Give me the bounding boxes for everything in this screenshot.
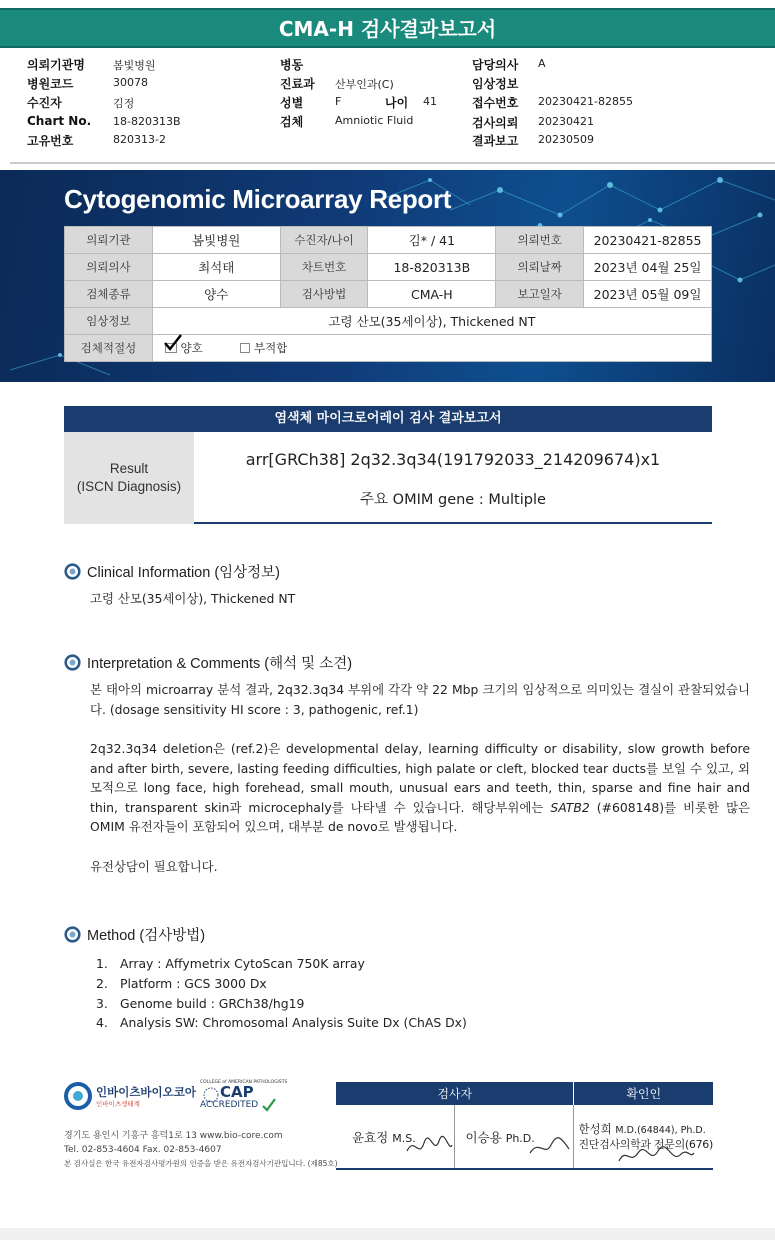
info-value: 820313-2 bbox=[113, 133, 166, 146]
section-bullet-icon bbox=[64, 654, 81, 671]
section-bullet-icon bbox=[64, 926, 81, 943]
signature-table bbox=[336, 1082, 713, 1170]
checkbox-checked[interactable] bbox=[165, 343, 177, 353]
paragraph-text: (#608148)를 비롯한 많은 OMIM 유전자들이 포함되어 있으며, 대부분 de novo로 발생됩니다. bbox=[90, 799, 751, 835]
info-label: 임상정보 bbox=[472, 77, 519, 91]
table-row bbox=[336, 1082, 713, 1105]
patient-info bbox=[0, 56, 775, 156]
info-value: 20230421-82855 bbox=[538, 95, 633, 108]
confirmer-header: 확인인 bbox=[574, 1082, 713, 1105]
fitness-ok-label: 양호 bbox=[180, 341, 203, 355]
banner-title: Cytogenomic Microarray Report bbox=[64, 184, 452, 214]
tester-1-cell: 윤효정 M.S. bbox=[336, 1105, 455, 1169]
info-value: Amniotic Fluid bbox=[335, 114, 414, 127]
table-row bbox=[65, 281, 712, 308]
table-cell: 2023년 04월 25일 bbox=[584, 254, 712, 281]
table-cell: 18-820313B bbox=[368, 254, 496, 281]
info-value: 30078 bbox=[113, 76, 148, 89]
table-header-cell: 의뢰기관 bbox=[65, 227, 153, 254]
omim-gene: 주요 OMIM gene : Multiple bbox=[360, 492, 546, 508]
interpretation-paragraph-3: 유전상담이 필요합니다. bbox=[90, 859, 218, 874]
paragraph-text: 2q32.3q34 deletion은 (ref.2)은 developmental delay, learning difficulty or disability, slow growth before and after birth, severe, lasting feeding difficulties, high palate or cleft, blocked tear ducts를 보일 수 있고, 외모적으로 long face, high forehead, small mouth, unusual ears and teeth, thin, sparse and fine hair and thin, transparent skin과 microcephaly를 나타낼 수 있습니다. 해당부위에는 bbox=[90, 741, 750, 815]
info-label: 진료과 bbox=[280, 77, 315, 91]
result-box bbox=[64, 432, 712, 524]
table-header-cell: 의뢰날짜 bbox=[496, 254, 584, 281]
table-header-cell: 차트번호 bbox=[280, 254, 368, 281]
tester-2-cell: 이승용 Ph.D. bbox=[455, 1105, 574, 1169]
section-title: Clinical Information (임상정보) bbox=[87, 565, 281, 581]
list-item: 3. Genome build : GRCh38/hg19 bbox=[96, 995, 305, 1011]
confirmer-cell: 한성희 M.D.(64844), Ph.D. 진단검사의학과 전문의(676) bbox=[574, 1105, 713, 1169]
report-title: CMA-H 검사결과보고서 bbox=[0, 8, 775, 48]
company-address: 경기도 용인시 기흥구 흥덕1로 13 www.bio-core.com Tel. 02-853-4604 Fax. 02-853-4607 본 검사실은 한국 유전자검사평가원의 인증을 받은 유전자검사기관입니다. (제85호) bbox=[64, 1131, 338, 1168]
checkmark-icon bbox=[163, 333, 183, 353]
info-label: 검사의뢰 bbox=[472, 116, 519, 130]
clinical-info-cell: 고령 산모(35세이상), Thickened NT bbox=[152, 308, 711, 335]
checkbox-unchecked[interactable] bbox=[240, 343, 250, 353]
table-cell: 양수 bbox=[152, 281, 280, 308]
table-header-cell: 수진자/나이 bbox=[280, 227, 368, 254]
iscn-diagnosis: arr[GRCh38] 2q32.3q34(191792033_214209674)x1 bbox=[245, 450, 661, 469]
tester-header: 검사자 bbox=[336, 1082, 574, 1105]
section-interpretation bbox=[64, 652, 352, 673]
table-row bbox=[65, 335, 712, 362]
cap-accredited: ACCREDITED bbox=[200, 1100, 259, 1110]
table-cell: 20230421-82855 bbox=[584, 227, 712, 254]
report-summary-table bbox=[64, 226, 712, 362]
info-value: 20230509 bbox=[538, 133, 594, 146]
table-header-cell: 의뢰의사 bbox=[65, 254, 153, 281]
section-title: Method (검사방법) bbox=[87, 928, 206, 944]
cap-emblem-icon bbox=[202, 1086, 220, 1104]
section-bullet-icon bbox=[64, 563, 81, 580]
table-row bbox=[65, 308, 712, 335]
info-label: 병동 bbox=[280, 58, 304, 72]
info-value: A bbox=[538, 57, 546, 70]
specimen-fitness-cell bbox=[152, 335, 711, 362]
table-row bbox=[65, 254, 712, 281]
signature-mark bbox=[404, 1131, 454, 1161]
info-label: 검체 bbox=[280, 115, 304, 129]
cap-org: COLLEGE of AMERICAN PATHOLOGISTS bbox=[200, 1080, 288, 1085]
result-label-line2: (ISCN Diagnosis) bbox=[76, 479, 182, 494]
cap-logo bbox=[200, 1080, 288, 1110]
info-label: 성별 bbox=[280, 96, 304, 110]
info-label: 결과보고 bbox=[472, 134, 519, 148]
table-cell: 김* / 41 bbox=[368, 227, 496, 254]
info-label: 고유번호 bbox=[27, 134, 74, 148]
table-header-cell: 보고일자 bbox=[496, 281, 584, 308]
info-label: 병원코드 bbox=[27, 77, 74, 91]
table-header-cell: 검체종류 bbox=[65, 281, 153, 308]
info-value: 41 bbox=[423, 95, 437, 108]
section-title: Interpretation & Comments (해석 및 소견) bbox=[87, 656, 353, 672]
info-value: 봄빛병원 bbox=[113, 59, 156, 72]
divider bbox=[10, 162, 775, 164]
cap-check-icon bbox=[262, 1098, 276, 1112]
list-item: 2. Platform : GCS 3000 Dx bbox=[96, 975, 267, 991]
info-label: 담당의사 bbox=[472, 58, 519, 72]
company-logo-icon bbox=[64, 1082, 92, 1110]
interpretation-paragraph-1: 본 태아의 microarray 분석 결과, 2q32.3q34 부위에 각각 약 22 Mbp 크기의 임상적으로 의미있는 결실이 관찰되었습니다. (dosage sensitivity HI score : 3, pathogenic, ref.1) bbox=[90, 682, 750, 717]
table-row bbox=[65, 227, 712, 254]
info-label: 수진자 bbox=[27, 96, 62, 110]
info-value: 20230421 bbox=[538, 115, 594, 128]
list-item: 1. Array : Affymetrix CytoScan 750K array bbox=[96, 956, 365, 971]
page-bottom-strip bbox=[0, 1228, 775, 1240]
clinical-text: 고령 산모(35세이상), Thickened NT bbox=[90, 591, 296, 606]
table-header-cell: 검체적절성 bbox=[65, 335, 153, 362]
method-list bbox=[96, 954, 467, 1033]
table-cell: 최석태 bbox=[152, 254, 280, 281]
table-header-cell: 의뢰번호 bbox=[496, 227, 584, 254]
table-header-cell: 검사방법 bbox=[280, 281, 368, 308]
gene-name: SATB2 bbox=[550, 799, 590, 815]
info-value: 김정 bbox=[113, 97, 135, 110]
signature-mark bbox=[616, 1143, 696, 1169]
table-cell: CMA-H bbox=[368, 281, 496, 308]
info-value: 산부인과(C) bbox=[335, 78, 394, 91]
info-label: 나이 bbox=[385, 96, 409, 110]
result-heading: 염색체 마이크로어레이 검사 결과보고서 bbox=[64, 406, 712, 432]
company-subtitle: 인바이츠생태계 bbox=[96, 1100, 140, 1108]
fitness-bad-label: 부적합 bbox=[254, 341, 288, 355]
info-label: 접수번호 bbox=[472, 96, 519, 110]
cap-text: CAP bbox=[220, 1083, 254, 1101]
report-banner bbox=[0, 170, 775, 382]
result-label-line1: Result bbox=[109, 461, 149, 476]
list-item: 4. Analysis SW: Chromosomal Analysis Suite Dx (ChAS Dx) bbox=[96, 1015, 467, 1031]
table-cell: 봄빛병원 bbox=[152, 227, 280, 254]
info-value: 18-820313B bbox=[113, 115, 181, 128]
info-label: 의뢰기관명 bbox=[27, 58, 85, 72]
result-label bbox=[64, 432, 194, 524]
company-name: 인바이츠바이오코아 bbox=[96, 1085, 196, 1099]
table-row bbox=[336, 1105, 713, 1169]
info-label: Chart No. bbox=[27, 114, 92, 128]
table-cell: 2023년 05월 09일 bbox=[584, 281, 712, 308]
interpretation-paragraph-2 bbox=[90, 739, 750, 837]
signature-mark bbox=[527, 1131, 572, 1161]
info-value: F bbox=[335, 95, 342, 108]
section-method bbox=[64, 924, 205, 945]
section-clinical bbox=[64, 561, 280, 582]
table-header-cell: 임상정보 bbox=[65, 308, 153, 335]
